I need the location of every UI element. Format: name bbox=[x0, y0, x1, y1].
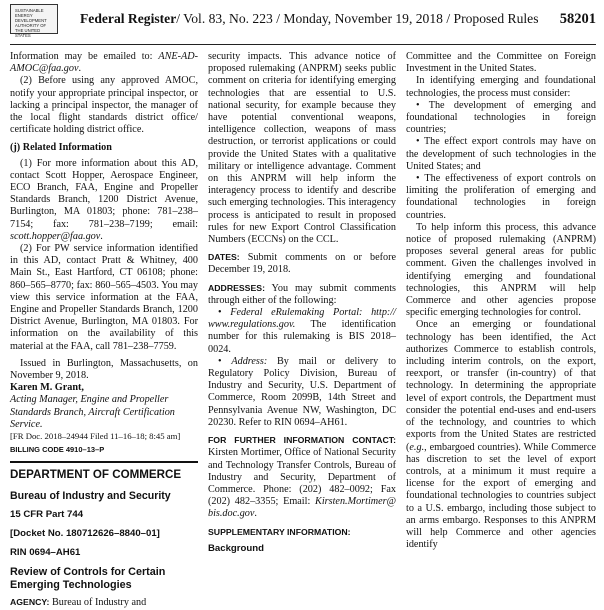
paragraph bbox=[406, 319, 596, 551]
section-heading: (j) Related Information bbox=[10, 142, 112, 154]
issued-paragraph: Issued in Burlington, Massachusetts, on November 9, 2018. bbox=[10, 357, 198, 382]
bullet: • bbox=[218, 307, 231, 319]
agency-line bbox=[10, 596, 198, 609]
portal-link[interactable]: Federal eRulemaking Portal: http:// www.regulations.gov. bbox=[208, 307, 396, 331]
email-link[interactable]: Kirsten.Mortimer@ bis.doc.gov bbox=[208, 496, 396, 520]
running-head bbox=[80, 11, 596, 27]
paragraph: security impacts. This advance notice of proposed rulemaking (ANPRM) seeks public comment on criteria for identifying emerging technologies that are essential to U.S. national security, for example because they have potential conventional weapons, intelligence collection, weapons of mass destruction, or terrorist applications or could provide the United States with a qualitative military or intelligence advantage. Comment on this ANPRM will help inform the interagency process to identify and describe such emerging technologies. This interagency process is anticipated to result in proposed rules for new Export Control Classification Numbers (ECCNs) on the CCL. bbox=[208, 51, 396, 246]
column-3 bbox=[406, 51, 596, 551]
contact-paragraph bbox=[208, 434, 396, 520]
text: . bbox=[78, 63, 82, 75]
seal-text: SUSTAINABLE ENERGY DEVELOPMENT AUTHORITY OF THE UNITED STATES bbox=[15, 8, 47, 38]
journal-name: Federal Register bbox=[80, 11, 177, 26]
page-header bbox=[10, 4, 596, 42]
text: By mail or delivery to Regulatory Policy Division, Bureau of Industry and Security, U.S. Department of Commerce, Room 2099B, 14th Street and Pennsylvania Avenue NW, Washington, DC 20230. Refer to RIN 0694–AH61. bbox=[208, 355, 396, 428]
rin-number: RIN 0694–AH61 bbox=[10, 547, 81, 559]
background-heading: Background bbox=[208, 542, 264, 554]
bullet-item bbox=[208, 307, 396, 356]
bullet-item bbox=[208, 356, 396, 429]
volume-line: / Vol. 83, No. 223 / Monday, November 19, 2018 / Proposed Rules bbox=[176, 11, 539, 26]
text: , embargoed countries). While Commerce has discretion to set the level of export controls, at a minimum it must require a license for the export of emerging and foundational technologies to countries subject to a U.S. embargo, including those subject to an arms embargo. Responses to this ANPRM will help Commerce and other agencies identify bbox=[406, 441, 596, 551]
fr-doc-line: [FR Doc. 2018–24944 Filed 11–16–18; 8:45 am] bbox=[10, 431, 181, 442]
dates-paragraph bbox=[208, 251, 396, 276]
column-1 bbox=[10, 51, 198, 610]
text: Submit comments on or before December 19, 2018. bbox=[208, 252, 396, 276]
agency-seal bbox=[10, 4, 58, 38]
italic-text: e.g. bbox=[409, 441, 425, 453]
section-divider bbox=[10, 461, 198, 463]
text: . bbox=[254, 508, 257, 520]
contact-label: FOR FURTHER INFORMATION CONTACT: bbox=[208, 435, 396, 446]
text: (1) For more information about this AD, contact Scott Hopper, Aerospace Engineer, ECO Branch, FAA, Engine and Propeller Standards Branch, 1200 District Avenue, Burlington, MA 01803; phone: 781–238–7154; fax: 781–238–7199; email: bbox=[10, 157, 198, 230]
paragraph bbox=[10, 51, 198, 75]
paragraph: Committee and the Committee on Foreign Investment in the United States. bbox=[406, 51, 596, 75]
billing-code: BILLING CODE 4910–13–P bbox=[10, 445, 105, 455]
column-2 bbox=[208, 51, 396, 555]
paragraph: (2) Before using any approved AMOC, notify your appropriate principal inspector, or lacking a principal inspector, the manager of the local flight standards district office/ certificate holding district office. bbox=[10, 75, 198, 136]
paragraph: (2) For PW service information identified in this AD, contact Pratt & Whitney, 400 Main St., East Hartford, CT 06108; phone: 860–565–8770; fax: 860–565–4503. You may view this service information at the FAA, Engine and Propeller Standards Branch, 1200 District Avenue, Burlington, MA 01803. For information on the availability of this material at the FAA, call 781–238–7759. bbox=[10, 243, 198, 352]
bullet-item: • The development of emerging and foundational technologies in foreign countries; bbox=[406, 99, 596, 136]
text: Kirsten Mortimer, Office of National Security and Technology Transfer Controls, Bureau of Industry and Security, Department of Commerce. Phone: (202) 482–0092; Fax (202) 482–3355; Email: bbox=[208, 447, 396, 508]
text: You may submit comments through either of the following: bbox=[208, 282, 396, 306]
docket-number: [Docket No. 180712626–8840–01] bbox=[10, 527, 160, 539]
header-rule bbox=[10, 44, 596, 45]
rule-title: Review of Controls for Certain Emerging Technologies bbox=[10, 566, 166, 591]
addresses-label: ADDRESSES: bbox=[208, 282, 265, 293]
bureau-heading: Bureau of Industry and Security bbox=[10, 489, 171, 502]
paragraph bbox=[10, 158, 198, 243]
paragraph: In identifying emerging and foundational technologies, the process must consider: bbox=[406, 75, 596, 99]
agency-value: Bureau of Industry and bbox=[49, 597, 147, 609]
text: Information may be emailed to: bbox=[10, 51, 159, 62]
supplementary-label: SUPPLEMENTARY INFORMATION: bbox=[208, 526, 351, 537]
department-heading: DEPARTMENT OF COMMERCE bbox=[10, 468, 182, 482]
paragraph: To help inform this process, this advance notice of proposed rulemaking (ANPRM) proposes several general areas for public comment. Given the challenges involved in identifying emerging and foundational technologies, this ANPRM will help Commerce and other agencies propose specific emerging technologies for control. bbox=[406, 221, 596, 319]
seal-frame bbox=[10, 4, 58, 38]
cfr-part: 15 CFR Part 744 bbox=[10, 508, 84, 520]
bullet-item: • The effect export controls may have on the development of such technologies in the United States; and bbox=[406, 136, 596, 172]
italic-label: Address: bbox=[231, 355, 268, 367]
dates-label: DATES: bbox=[208, 252, 240, 263]
bullet: • bbox=[218, 355, 232, 367]
agency-label: AGENCY: bbox=[10, 597, 50, 608]
text: Once an emerging or foundational technology has been identified, the Act authorizes Commerce to establish controls, including interim controls, on the export, reexport, or transfer (in-country) of that technology. In determining the appropriate level of export controls, the Department must consider the potential end-uses and end-users of the technology, and countries to which exports from the United States are restricted ( bbox=[406, 319, 596, 453]
page-number: 58201 bbox=[559, 11, 596, 27]
email-link[interactable]: scott.hopper@faa.gov bbox=[10, 230, 101, 242]
addresses-paragraph bbox=[208, 282, 396, 307]
email-link[interactable]: ANE-AD-AMOC@faa.gov bbox=[10, 51, 198, 75]
signer-name: Karen M. Grant, bbox=[10, 382, 84, 394]
signer-title: Acting Manager, Engine and Propeller Standards Branch, Aircraft Certification Service. bbox=[10, 394, 175, 430]
text: . bbox=[100, 230, 103, 242]
bullet-item: • The effectiveness of export controls on limiting the proliferation of emerging and foundational technologies in foreign countries. bbox=[406, 173, 596, 221]
text: The identification number for this rulemaking is BIS 2018–0024. bbox=[208, 319, 396, 355]
